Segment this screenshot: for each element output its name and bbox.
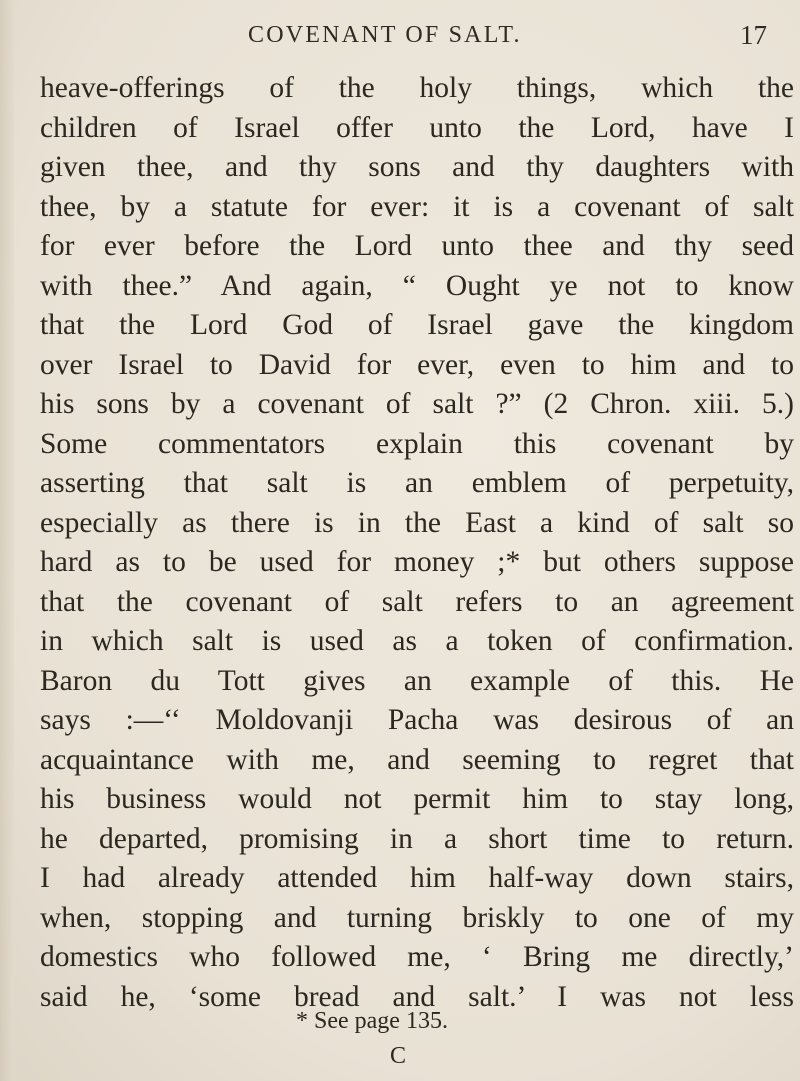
text-line: that the covenant of salt refers to an agreement	[40, 585, 794, 618]
text-line: says :—‘‘ Moldovanji Pacha was desirous of an	[40, 704, 794, 736]
text-line: over Israel to David for ever, even to him and to	[40, 348, 794, 381]
text-line: acquaintance with me, and seeming to regret that	[40, 743, 794, 776]
text-line: thee, by a statute for ever: it is a covenant of salt	[40, 190, 794, 223]
text-line: heave-offerings of the holy things, which the	[40, 72, 794, 104]
text-line: Baron du Tott gives an example of this. He	[40, 664, 794, 697]
page-binding-edge	[0, 0, 14, 1081]
footnote-text: * See page 135.	[296, 1008, 448, 1034]
text-line: his sons by a covenant of salt ?” (2 Chron. xiii. 5.)	[40, 388, 794, 420]
text-line: hard as to be used for money ;* but others suppose	[40, 546, 794, 578]
text-line: children of Israel offer unto the Lord, have I	[40, 111, 794, 144]
text-line: I had already attended him half-way down stairs,	[40, 862, 794, 894]
text-line: especially as there is in the East a kind of salt so	[40, 506, 794, 539]
page-header	[0, 18, 800, 58]
text-line: asserting that salt is an emblem of perpetuity,	[40, 467, 794, 499]
text-line: his business would not permit him to stay long,	[40, 783, 794, 815]
signature-mark: C	[390, 1043, 407, 1069]
text-line: said he, ‘some bread and salt.’ I was not less	[40, 980, 794, 1013]
text-line: he departed, promising in a short time to return.	[40, 822, 794, 855]
page-number: 17	[740, 20, 767, 50]
text-line: when, stopping and turning briskly to one of my	[40, 901, 794, 934]
text-line: with thee.” And again, “ Ought ye not to know	[40, 269, 794, 302]
text-line: that the Lord God of Israel gave the kingdom	[40, 309, 794, 341]
text-line: in which salt is used as a token of confirmation.	[40, 625, 794, 657]
text-line: for ever before the Lord unto thee and thy seed	[40, 230, 794, 262]
text-line: given thee, and thy sons and thy daughters with	[40, 151, 794, 183]
text-line: domestics who followed me, ‘ Bring me directly,’	[40, 941, 794, 973]
running-title: COVENANT OF SALT.	[248, 22, 522, 48]
text-line: Some commentators explain this covenant by	[40, 427, 794, 460]
